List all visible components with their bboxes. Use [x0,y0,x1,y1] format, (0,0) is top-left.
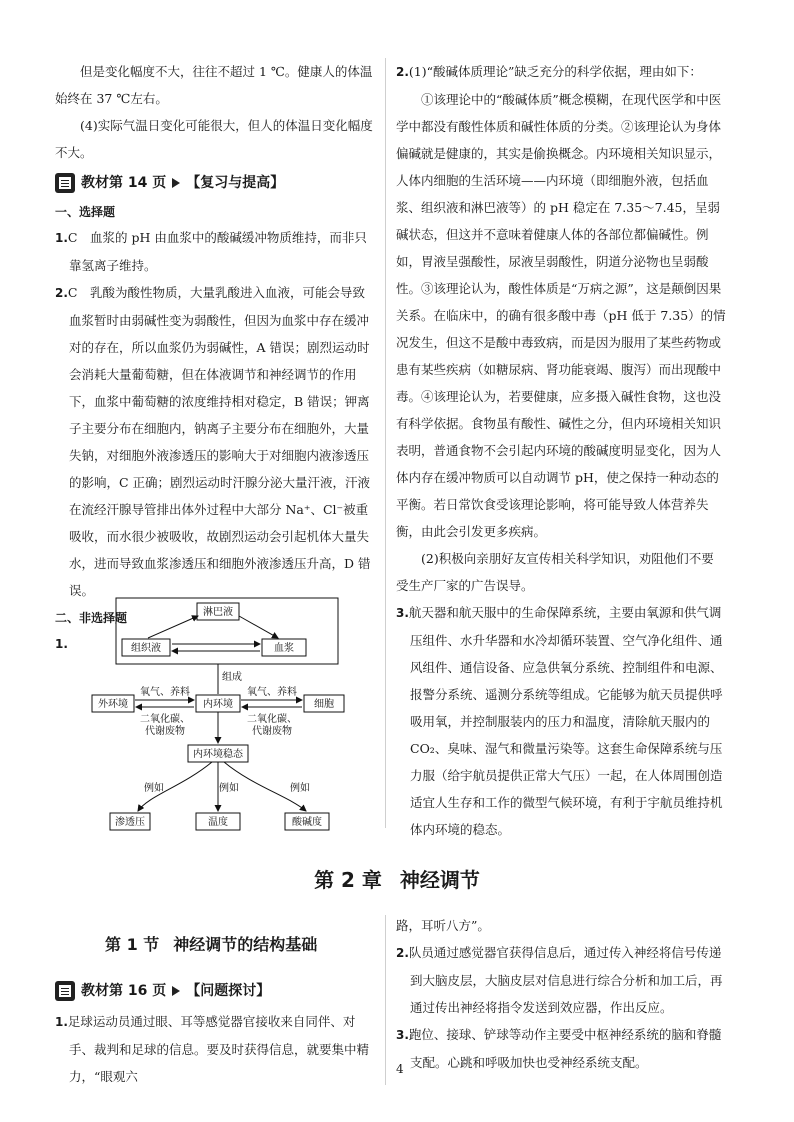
osmotic-label: 渗透压 [115,817,145,828]
chapter-number: 第 2 章 [314,868,382,892]
question-text: 航天器和航天服中的生命保障系统，主要由氧源和供气调压组件、水升华器和水冷却循环装置、空气净化组件、通风组件、通信设备、应急供氧分系统、控制组件和电源、报警分系统、遥测分系统等组成。它能够为航天员提供呼吸用氧，并控制服装内的压力和温度，清除航天服内的 CO₂、臭味、湿气和微量污染等。这套生命保障系统与压力服（给宇航员提供正常大气压）一起，在人体周围创造适宜人生存和工作的微型气候环境，有利于宇航员维持机体内环境的稳态。 [408,605,723,837]
waste-right-label: 代谢废物 [252,726,292,737]
question-number: 1. [55,231,68,245]
waste-left-label: 代谢废物 [145,726,185,737]
paragraph: 但是变化幅度不大，往往不超过 1 ℃。健康人的体温始终在 37 ℃左右。 [55,64,373,106]
book-icon [55,981,75,1001]
co2-right-label: 二氧化碳、 [247,714,297,725]
left-column-bottom [55,974,373,1090]
question-text: 队员通过感觉器官获得信息后，通过传入神经将信号传递到大脑皮层，大脑皮层对信息进行综合分析和加工后，再通过传出神经将指令发送到效应器，作出反应。 [408,945,723,1015]
homeostasis-label: 内环境稳态 [193,749,243,760]
question-text: C 血浆的 pH 由血浆中的酸碱缓冲物质维持，而非只靠氢离子维持。 [67,230,367,273]
chapter-name: 神经调节 [399,868,480,892]
page-number: 4 [396,1062,404,1076]
column-divider [385,915,386,1085]
homeostasis-diagram [88,596,368,836]
o2-right-label: 氧气、养料 [247,687,297,698]
plasma-label: 血浆 [274,643,294,654]
left-column [55,58,373,658]
question-number: 1. [55,1015,68,1029]
column-divider [385,58,386,828]
paragraph: (4)实际气温日变化可能很大，但人的体温日变化幅度不大。 [55,118,373,160]
compose-label: 组成 [222,672,242,683]
question-number: 2. [55,286,68,300]
question-text: 跑位、接球、铲球等动作主要受中枢神经系统的脑和脊髓支配。心跳和呼吸加快也受神经系统支配。 [408,1027,722,1070]
triangle-icon [172,178,180,188]
question-text: C 乳酸为酸性物质，大量乳酸进入血液，可能会导致血浆暂时由弱碱性变为弱酸性，但因为血浆中存在缓冲对的存在，所以血浆仍为弱碱性，A 错误；剧烈运动时会消耗大量葡萄糖，但在体液调节和神经调节的作用下，血浆中葡萄糖的浓度维持相对稳定，B 错误；钾离子主要分布在细胞内，钠离子主要分布在细胞外，大量失钠，对细胞外液渗透压的影响大于对细胞内液渗透压的影响，C 正确；剧烈运动时汗腺分泌大量汗液，汗液在流经汗腺导管排出体外过程中大部分 Na⁺、Cl⁻被重吸收，而水很少被吸收，故剧烈运动会引起机体大量失水，进而导致血浆渗透压和细胞外液渗透压升高，D 错误。 [67,285,371,598]
question [396,939,726,1021]
question-text: 足球运动员通过眼、耳等感觉器官接收来自同伴、对手、裁判和足球的信息。要及时获得信息，就要集中精力，“眼观六 [67,1014,370,1084]
temperature-label: 温度 [208,817,228,828]
question [55,224,373,279]
cell-label: 细胞 [314,699,334,710]
section-number: 第 1 节 [105,935,160,954]
question [396,58,726,86]
section-heading: 一、选择题 [55,205,116,219]
paragraph: 路，耳听八方”。 [396,918,490,933]
section-heading: 二、非选择题 [55,611,128,625]
question-number: 3. [396,1028,409,1042]
section-name: 神经调节的结构基础 [173,935,318,954]
example-label: 例如 [219,783,239,794]
banner-text: 教材第 16 页 [81,982,167,999]
lymph-label: 淋巴液 [203,607,233,618]
tissue-label: 组织液 [131,643,161,654]
example-label: 例如 [290,783,310,794]
triangle-icon [172,986,180,996]
book-icon [55,173,75,193]
section-title [105,932,317,955]
paragraph: ①该理论中的“酸碱体质”概念模糊，在现代医学和中医学中都没有酸性体质和碱性体质的分类。②该理论认为身体偏碱就是健康的，其实是偷换概念。内环境相关知识显示，人体内细胞的生活环境——内环境（即细胞外液，包括血浆、组织液和淋巴液等）的 pH 稳定在 7.35～7.45，呈弱碱状态，但这并不意味着健康人体的各部位都偏碱性。例如，胃液呈强酸性，尿液呈弱酸性，阴道分泌物也呈弱酸性。③该理论认为，酸性体质是“万病之源”，这是颠倒因果关系。在临床中，的确有很多酸中毒（pH 低于 7.35）的情况发生，但这不是酸中毒致病，而是因为服用了某些药物或患有某些疾病（如糖尿病、肾功能衰竭、腹泻）而出现酸中毒。④该理论认为，若要健康，应多摄入碱性食物，这也没有科学依据。食物虽有酸性、碱性之分，但内环境相关知识表明，普通食物不会引起内环境的酸碱度明显变化，因为人体内存在缓冲物质可以自动调节 pH，使之保持一种动态的平衡。若日常饮食受该理论影响，将可能导致人体营养失衡，由此会引发更多疾病。 [396,92,726,539]
question-number: 2. [396,946,409,960]
question [55,1008,373,1090]
co2-left-label: 二氧化碳、 [140,714,190,725]
ph-label: 酸碱度 [292,817,322,828]
chapter-title [0,864,794,893]
right-column-bottom [396,912,726,1076]
outer-env-label: 外环境 [98,699,128,710]
paragraph: (2)积极向亲朋好友宣传相关科学知识，劝阻他们不要受生产厂家的广告误导。 [396,551,714,593]
question [396,1021,726,1076]
textbook-page-banner [55,170,373,196]
question-number: 2. [396,65,409,79]
example-label: 例如 [144,783,164,794]
question-number: 1. [55,637,68,651]
inner-env-label: 内环境 [203,699,233,710]
banner-tag: 【复习与提高】 [186,174,285,191]
right-column [396,58,726,843]
question [396,599,726,843]
banner-tag: 【问题探讨】 [186,982,271,999]
textbook-page-banner [55,978,373,1004]
o2-left-label: 氧气、养料 [140,687,190,698]
question-number: 3. [396,606,409,620]
banner-text: 教材第 14 页 [81,174,167,191]
question-text: (1)“酸碱体质理论”缺乏充分的科学依据，理由如下： [408,64,702,79]
question [55,279,373,604]
